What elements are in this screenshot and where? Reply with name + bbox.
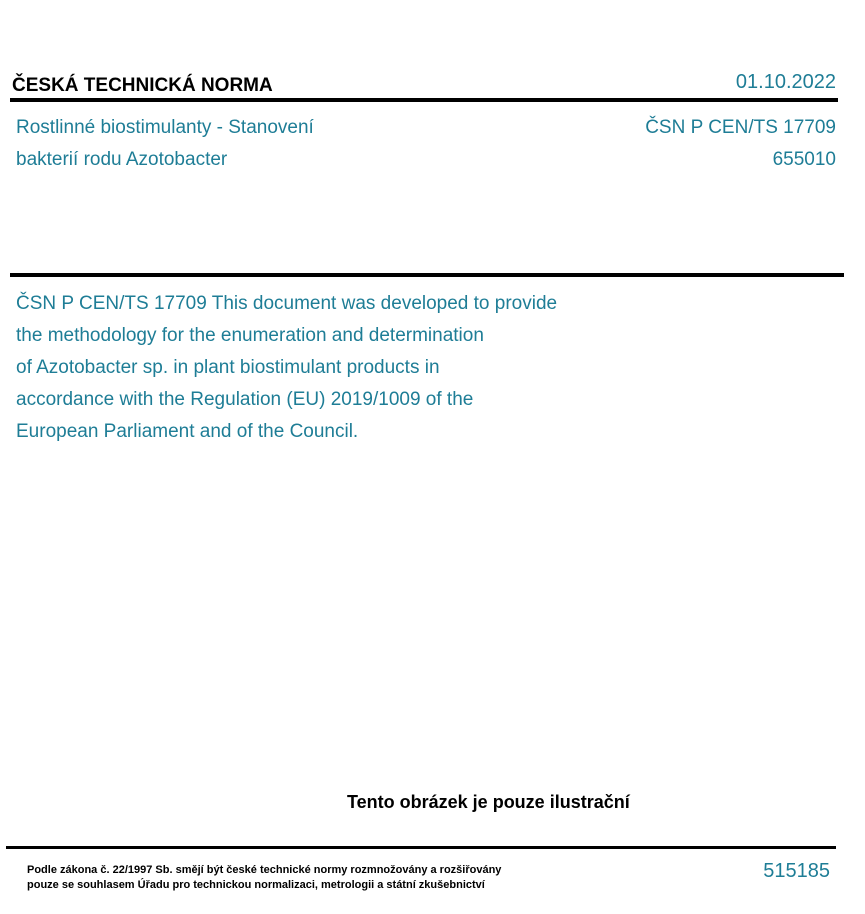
abstract-line: of Azotobacter sp. in plant biostimulant products in [16, 357, 440, 378]
abstract-line: European Parliament and of the Council. [16, 421, 359, 442]
section-divider [10, 273, 844, 277]
abstract-text [16, 288, 656, 448]
class-number: 655010 [772, 149, 836, 170]
publication-date: 01.10.2022 [735, 71, 836, 93]
header-divider [10, 98, 838, 102]
order-number: 515185 [763, 860, 830, 882]
standard-type-heading: ČESKÁ TECHNICKÁ NORMA [12, 75, 273, 96]
abstract-line: accordance with the Regulation (EU) 2019/1009 of the [16, 389, 474, 410]
legal-notice [27, 863, 501, 893]
title-line-2: bakterií rodu Azotobacter [16, 149, 228, 170]
standard-code: ČSN P CEN/TS 17709 [645, 117, 836, 138]
illustrative-notice: Tento obrázek je pouze ilustrační [347, 792, 630, 812]
footer-divider [6, 846, 836, 849]
legal-line: pouze se souhlasem Úřadu pro technickou normalizaci, metrologii a státní zkušebnictví [27, 879, 485, 891]
abstract-line: the methodology for the enumeration and determination [16, 325, 484, 346]
title-line-1: Rostlinné biostimulanty - Stanovení [16, 117, 314, 138]
abstract-line: ČSN P CEN/TS 17709 This document was developed to provide [16, 293, 558, 314]
legal-line: Podle zákona č. 22/1997 Sb. smějí být české technické normy rozmnožovány a rozšiřovány [27, 864, 502, 876]
